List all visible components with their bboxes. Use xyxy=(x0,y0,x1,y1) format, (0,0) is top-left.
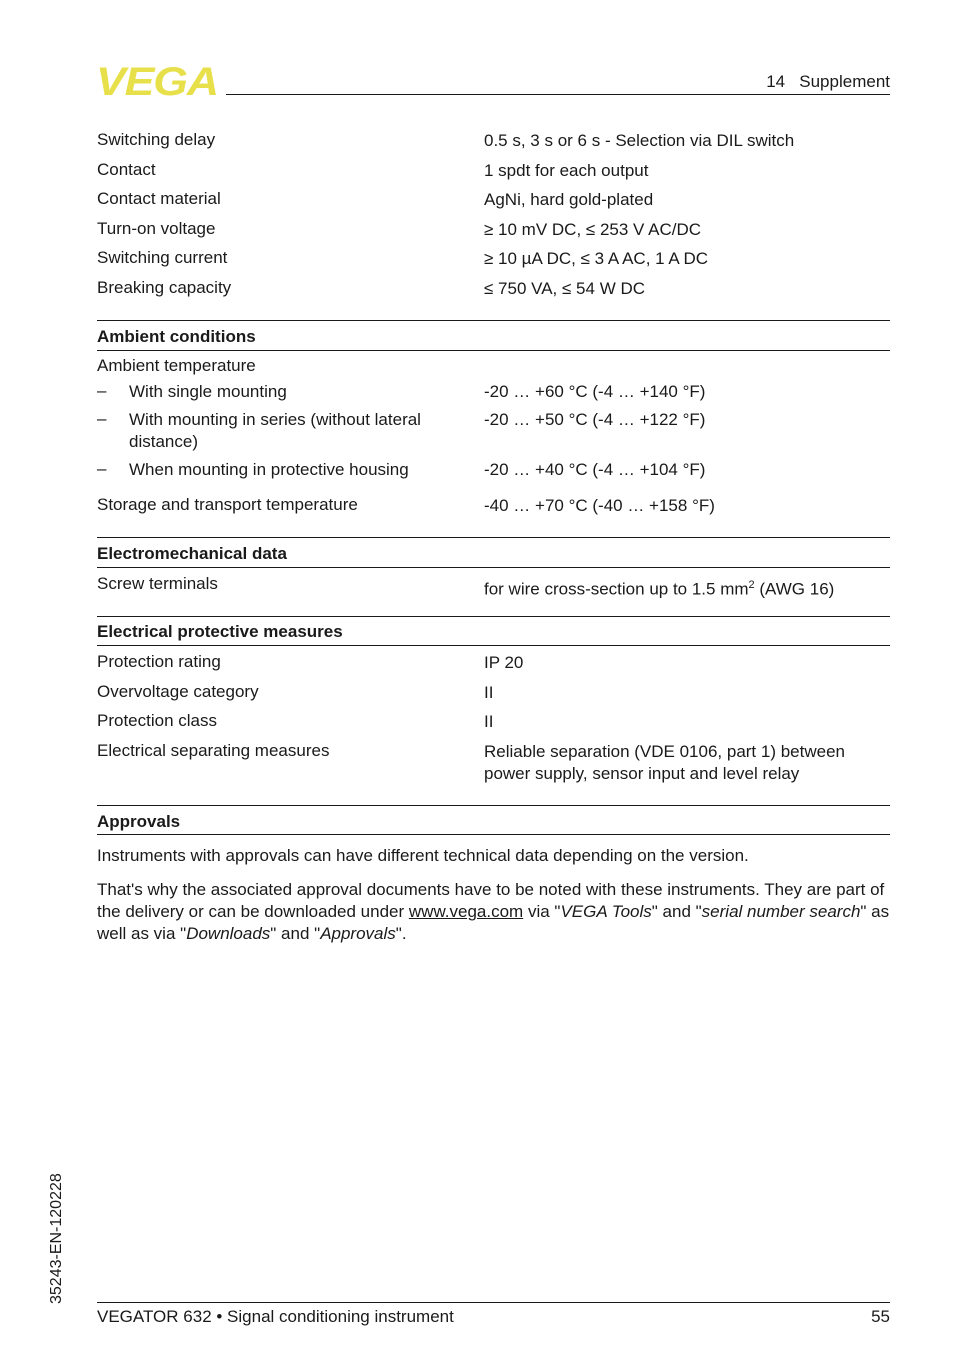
spec-value: ≥ 10 mV DC, ≤ 253 V AC/DC xyxy=(484,220,702,239)
spec-label: Switching current xyxy=(97,248,228,267)
section-rule xyxy=(97,350,890,351)
spec-value: -20 … +60 °C (-4 … +140 °F) xyxy=(484,382,706,401)
section-rule xyxy=(97,834,890,835)
superscript: 2 xyxy=(748,579,755,591)
spec-value: 0.5 s, 3 s or 6 s - Selection via DIL switch xyxy=(484,131,795,150)
spec-value: IP 20 xyxy=(484,653,524,672)
spec-label: Electrical separating measures xyxy=(97,741,330,760)
section-rule xyxy=(97,537,890,538)
footer-title: VEGATOR 632 • Signal conditioning instrument xyxy=(97,1307,454,1326)
spec-label: Contact material xyxy=(97,189,221,208)
svg-text:VEGA: VEGA xyxy=(96,64,218,98)
vega-website-link[interactable]: www.vega.com xyxy=(408,902,524,921)
approvals-paragraph-2: That's why the associated approval documents have to be noted with these instruments. They are part of the delivery or can be downloaded under www.vega.com via "VEGA Tools" and "serial number search" as well as via "Downloads" and "Approvals". xyxy=(97,880,890,943)
spec-value: ≥ 10 µA DC, ≤ 3 A AC, 1 A DC xyxy=(484,249,709,268)
spec-value: -40 … +70 °C (-40 … +158 °F) xyxy=(484,496,715,515)
spec-value: for wire cross-section up to 1.5 $mm^2$ (AWG 16) xyxy=(484,579,835,599)
section-label: 14 Supplement xyxy=(766,72,890,91)
header-rule xyxy=(226,94,890,95)
spec-value: II xyxy=(484,683,494,702)
spec-label: With mounting in series (without lateral distance) xyxy=(129,410,421,451)
spec-value: II xyxy=(484,712,494,731)
spec-label: Breaking capacity xyxy=(97,278,232,297)
spec-label: With single mounting xyxy=(129,382,287,401)
spec-label: Protection class xyxy=(97,711,217,730)
approvals-paragraph-1: Instruments with approvals can have different technical data depending on the version. xyxy=(97,846,749,865)
spec-label: Overvoltage category xyxy=(97,682,259,701)
spec-value: AgNi, hard gold-plated xyxy=(484,190,654,209)
section-rule xyxy=(97,645,890,646)
footer-rule xyxy=(97,1302,890,1303)
section-heading-protective: Electrical protective measures xyxy=(97,622,343,641)
spec-label: Storage and transport temperature xyxy=(97,495,358,514)
spec-label: Turn-on voltage xyxy=(97,219,216,238)
section-rule xyxy=(97,805,890,806)
spec-label: Protection rating xyxy=(97,652,221,671)
list-dash: – xyxy=(97,381,107,400)
spec-label: Switching delay xyxy=(97,130,216,149)
spec-label: Ambient temperature xyxy=(97,356,256,375)
spec-value: ≤ 750 VA, ≤ 54 W DC xyxy=(484,279,646,298)
section-rule xyxy=(97,616,890,617)
vega-logo xyxy=(96,64,220,98)
spec-value: 1 spdt for each output xyxy=(484,161,649,180)
list-dash: – xyxy=(97,409,107,428)
document-id: 35243-EN-120228 xyxy=(48,1173,65,1304)
spec-label: When mounting in protective housing xyxy=(129,460,409,479)
list-dash: – xyxy=(97,459,107,478)
spec-label: Contact xyxy=(97,160,156,179)
section-rule xyxy=(97,320,890,321)
section-rule xyxy=(97,567,890,568)
spec-value: Reliable separation (VDE 0106, part 1) between power supply, sensor input and level relay xyxy=(484,742,845,783)
page-number: 55 xyxy=(871,1307,890,1326)
section-heading-ambient: Ambient conditions xyxy=(97,327,256,346)
section-heading-electromech: Electromechanical data xyxy=(97,544,287,563)
spec-value: -20 … +40 °C (-4 … +104 °F) xyxy=(484,460,706,479)
section-heading-approvals: Approvals xyxy=(97,812,181,831)
spec-label: Screw terminals xyxy=(97,574,218,593)
spec-value: -20 … +50 °C (-4 … +122 °F) xyxy=(484,410,706,429)
